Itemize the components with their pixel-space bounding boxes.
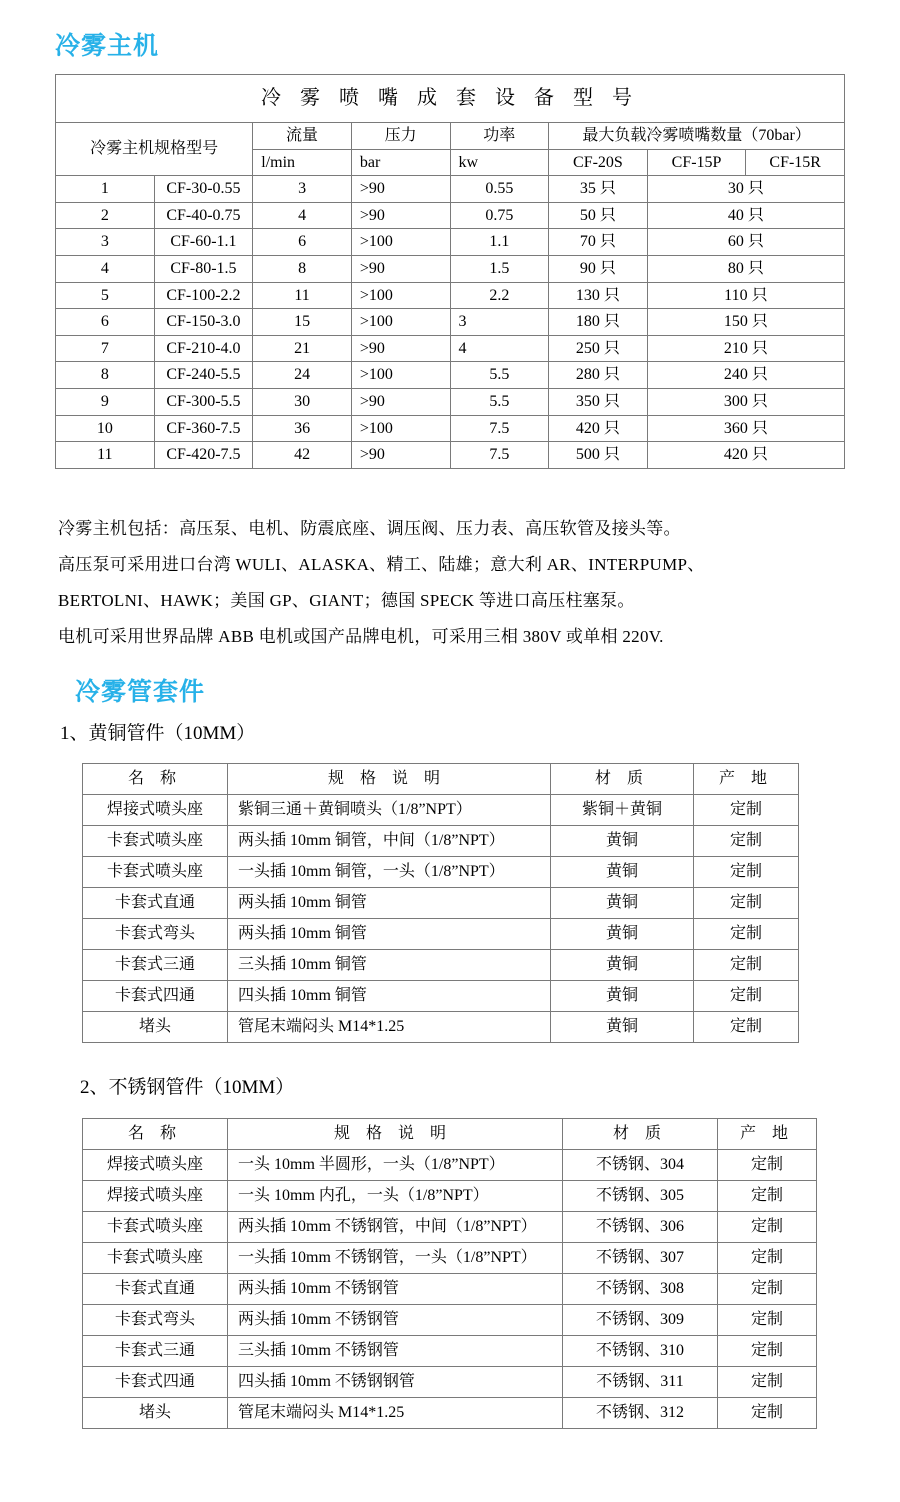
table-row <box>83 1367 817 1398</box>
row-pressure: >90 <box>351 335 450 362</box>
table-row <box>83 1274 817 1305</box>
row-cf15: 150 只 <box>647 309 844 336</box>
cell-spec: 两头插 10mm 不锈钢管 <box>228 1274 563 1305</box>
cell-origin: 定制 <box>718 1305 817 1336</box>
row-model: CF-80-1.5 <box>154 255 253 282</box>
cell-name: 卡套式喷头座 <box>83 1243 228 1274</box>
cell-spec: 两头插 10mm 不锈钢管 <box>228 1305 563 1336</box>
table-row <box>83 1305 817 1336</box>
cell-name: 卡套式直通 <box>83 888 228 919</box>
table-row <box>83 888 799 919</box>
row-flow: 15 <box>253 309 352 336</box>
row-pressure: >90 <box>351 202 450 229</box>
row-power: 7.5 <box>450 415 549 442</box>
row-cf15: 240 只 <box>647 362 844 389</box>
main-equipment-table-wrapper <box>55 74 845 469</box>
row-model: CF-420-7.5 <box>154 442 253 469</box>
row-pressure: >90 <box>351 442 450 469</box>
row-cf15: 30 只 <box>647 176 844 203</box>
row-power: 4 <box>450 335 549 362</box>
cell-name: 卡套式四通 <box>83 1367 228 1398</box>
row-pressure: >90 <box>351 176 450 203</box>
row-model: CF-150-3.0 <box>154 309 253 336</box>
cell-material: 不锈钢、307 <box>563 1243 718 1274</box>
row-pressure: >90 <box>351 255 450 282</box>
row-model: CF-240-5.5 <box>154 362 253 389</box>
cell-name: 卡套式三通 <box>83 950 228 981</box>
cell-spec: 四头插 10mm 不锈钢钢管 <box>228 1367 563 1398</box>
row-flow: 30 <box>253 388 352 415</box>
row-pressure: >100 <box>351 415 450 442</box>
row-number: 6 <box>56 309 155 336</box>
stainless-fittings-table-wrapper <box>82 1118 816 1429</box>
cell-name: 卡套式弯头 <box>83 1305 228 1336</box>
cell-material: 紫铜＋黄铜 <box>551 795 694 826</box>
cell-spec: 管尾末端闷头 M14*1.25 <box>228 1012 551 1043</box>
row-number: 7 <box>56 335 155 362</box>
row-cf20s: 90 只 <box>549 255 648 282</box>
row-model: CF-210-4.0 <box>154 335 253 362</box>
header-flow: 流量 <box>253 123 352 150</box>
cell-origin: 定制 <box>694 857 799 888</box>
row-power: 0.55 <box>450 176 549 203</box>
table-row <box>83 857 799 888</box>
table-row <box>83 1398 817 1429</box>
row-number: 10 <box>56 415 155 442</box>
row-pressure: >100 <box>351 309 450 336</box>
table-row <box>56 282 845 309</box>
cell-origin: 定制 <box>718 1398 817 1429</box>
row-pressure: >100 <box>351 362 450 389</box>
cell-name: 焊接式喷头座 <box>83 1150 228 1181</box>
row-power: 7.5 <box>450 442 549 469</box>
cell-origin: 定制 <box>694 919 799 950</box>
cell-origin: 定制 <box>694 826 799 857</box>
cell-name: 卡套式直通 <box>83 1274 228 1305</box>
cell-origin: 定制 <box>718 1212 817 1243</box>
cell-origin: 定制 <box>718 1150 817 1181</box>
cell-spec: 四头插 10mm 铜管 <box>228 981 551 1012</box>
table-row <box>56 309 845 336</box>
cell-origin: 定制 <box>718 1367 817 1398</box>
row-model: CF-100-2.2 <box>154 282 253 309</box>
cell-origin: 定制 <box>718 1336 817 1367</box>
row-flow: 8 <box>253 255 352 282</box>
paragraph-motor-brands: 电机可采用世界品牌 ABB 电机或国产品牌电机，可采用三相 380V 或单相 220V. <box>58 627 664 646</box>
header-material: 材 质 <box>551 764 694 795</box>
row-flow: 21 <box>253 335 352 362</box>
cell-name: 卡套式三通 <box>83 1336 228 1367</box>
cell-spec: 三头插 10mm 铜管 <box>228 950 551 981</box>
table-row-header <box>83 1119 817 1150</box>
cell-origin: 定制 <box>694 981 799 1012</box>
table-row <box>56 229 845 256</box>
row-model: CF-360-7.5 <box>154 415 253 442</box>
header-pressure: 压力 <box>351 123 450 150</box>
row-flow: 4 <box>253 202 352 229</box>
header-flow-unit: l/min <box>253 149 352 176</box>
brass-fittings-table <box>82 763 799 1043</box>
row-cf20s: 420 只 <box>549 415 648 442</box>
header-name: 名 称 <box>83 1119 228 1150</box>
row-flow: 24 <box>253 362 352 389</box>
row-cf20s: 130 只 <box>549 282 648 309</box>
row-cf20s: 350 只 <box>549 388 648 415</box>
row-flow: 42 <box>253 442 352 469</box>
cell-material: 不锈钢、310 <box>563 1336 718 1367</box>
cell-name: 焊接式喷头座 <box>83 795 228 826</box>
header-cf15r: CF-15R <box>746 149 845 176</box>
cell-origin: 定制 <box>718 1243 817 1274</box>
row-cf15: 210 只 <box>647 335 844 362</box>
table-row <box>56 176 845 203</box>
table-row <box>83 1212 817 1243</box>
cell-material: 黄铜 <box>551 950 694 981</box>
table-row <box>83 919 799 950</box>
row-cf20s: 35 只 <box>549 176 648 203</box>
row-number: 8 <box>56 362 155 389</box>
subheading-brass-fittings: 1、黄铜管件（10MM） <box>60 723 256 744</box>
row-model: CF-300-5.5 <box>154 388 253 415</box>
header-spec: 规 格 说 明 <box>228 764 551 795</box>
cell-name: 卡套式喷头座 <box>83 857 228 888</box>
cell-name: 卡套式喷头座 <box>83 1212 228 1243</box>
cell-spec: 一头 10mm 内孔，一头（1/8”NPT） <box>228 1181 563 1212</box>
cell-origin: 定制 <box>694 1012 799 1043</box>
row-cf20s: 280 只 <box>549 362 648 389</box>
stainless-fittings-table <box>82 1118 817 1429</box>
cell-material: 不锈钢、312 <box>563 1398 718 1429</box>
row-pressure: >90 <box>351 388 450 415</box>
row-model: CF-30-0.55 <box>154 176 253 203</box>
row-cf20s: 180 只 <box>549 309 648 336</box>
cell-origin: 定制 <box>694 795 799 826</box>
cell-material: 黄铜 <box>551 981 694 1012</box>
row-power: 2.2 <box>450 282 549 309</box>
main-equipment-table <box>55 74 845 469</box>
cell-name: 卡套式喷头座 <box>83 826 228 857</box>
header-cf20s: CF-20S <box>549 149 648 176</box>
table-row-title <box>56 75 845 123</box>
table-row <box>56 388 845 415</box>
table-row <box>56 442 845 469</box>
row-power: 1.1 <box>450 229 549 256</box>
row-pressure: >100 <box>351 229 450 256</box>
cell-spec: 一头插 10mm 不锈钢管，一头（1/8”NPT） <box>228 1243 563 1274</box>
row-number: 3 <box>56 229 155 256</box>
cell-material: 不锈钢、308 <box>563 1274 718 1305</box>
row-cf15: 420 只 <box>647 442 844 469</box>
header-power-unit: kw <box>450 149 549 176</box>
row-cf15: 300 只 <box>647 388 844 415</box>
cell-name: 卡套式弯头 <box>83 919 228 950</box>
row-number: 9 <box>56 388 155 415</box>
cell-material: 黄铜 <box>551 826 694 857</box>
row-cf20s: 500 只 <box>549 442 648 469</box>
header-spec-model: 冷雾主机规格型号 <box>56 123 253 176</box>
row-flow: 36 <box>253 415 352 442</box>
header-spec: 规 格 说 明 <box>228 1119 563 1150</box>
table-title: 冷 雾 喷 嘴 成 套 设 备 型 号 <box>56 75 845 123</box>
row-power: 5.5 <box>450 388 549 415</box>
paragraph-pump-brands-1: 高压泵可采用进口台湾 WULI、ALASKA、精工、陆雄；意大利 AR、INTERPUMP、 <box>58 555 705 574</box>
cell-spec: 两头插 10mm 铜管 <box>228 888 551 919</box>
cell-spec: 一头插 10mm 铜管，一头（1/8”NPT） <box>228 857 551 888</box>
row-number: 5 <box>56 282 155 309</box>
paragraph-host-includes: 冷雾主机包括：高压泵、电机、防震底座、调压阀、压力表、高压软管及接头等。 <box>58 519 681 538</box>
row-cf15: 360 只 <box>647 415 844 442</box>
paragraph-pump-brands-2: BERTOLNI、HAWK；美国 GP、GIANT；德国 SPECK 等进口高压柱塞泵。 <box>58 591 635 610</box>
header-name: 名 称 <box>83 764 228 795</box>
table-row <box>83 1012 799 1043</box>
cell-spec: 紫铜三通＋黄铜喷头（1/8”NPT） <box>228 795 551 826</box>
cell-material: 不锈钢、306 <box>563 1212 718 1243</box>
cell-origin: 定制 <box>718 1274 817 1305</box>
table-row <box>56 362 845 389</box>
row-model: CF-40-0.75 <box>154 202 253 229</box>
header-power: 功率 <box>450 123 549 150</box>
table-row <box>83 1181 817 1212</box>
row-cf15: 60 只 <box>647 229 844 256</box>
row-cf20s: 70 只 <box>549 229 648 256</box>
table-row <box>83 981 799 1012</box>
row-power: 3 <box>450 309 549 336</box>
cell-material: 不锈钢、304 <box>563 1150 718 1181</box>
row-cf15: 110 只 <box>647 282 844 309</box>
row-flow: 6 <box>253 229 352 256</box>
row-cf15: 80 只 <box>647 255 844 282</box>
cell-spec: 两头插 10mm 铜管 <box>228 919 551 950</box>
row-cf20s: 250 只 <box>549 335 648 362</box>
row-power: 5.5 <box>450 362 549 389</box>
table-row-header-1 <box>56 123 845 150</box>
table-row <box>83 1336 817 1367</box>
header-cf15p: CF-15P <box>647 149 746 176</box>
cell-name: 堵头 <box>83 1012 228 1043</box>
table-row <box>56 255 845 282</box>
table-row <box>56 335 845 362</box>
table-row <box>56 415 845 442</box>
row-number: 2 <box>56 202 155 229</box>
cell-material: 不锈钢、309 <box>563 1305 718 1336</box>
cell-material: 黄铜 <box>551 888 694 919</box>
section-title-pipe-kit: 冷雾管套件 <box>75 678 206 706</box>
row-pressure: >100 <box>351 282 450 309</box>
row-number: 1 <box>56 176 155 203</box>
cell-material: 黄铜 <box>551 1012 694 1043</box>
cell-spec: 一头 10mm 半圆形，一头（1/8”NPT） <box>228 1150 563 1181</box>
table-row <box>83 795 799 826</box>
brass-fittings-table-wrapper <box>82 763 786 1043</box>
cell-origin: 定制 <box>718 1181 817 1212</box>
row-number: 4 <box>56 255 155 282</box>
header-origin: 产 地 <box>694 764 799 795</box>
cell-material: 不锈钢、305 <box>563 1181 718 1212</box>
page-title-cold-fog-host: 冷雾主机 <box>55 32 160 60</box>
header-material: 材 质 <box>563 1119 718 1150</box>
row-cf20s: 50 只 <box>549 202 648 229</box>
subheading-stainless-fittings: 2、不锈钢管件（10MM） <box>80 1077 295 1098</box>
table-row <box>83 1243 817 1274</box>
row-number: 11 <box>56 442 155 469</box>
header-max-load: 最大负载冷雾喷嘴数量（70bar） <box>549 123 845 150</box>
cell-spec: 三头插 10mm 不锈钢管 <box>228 1336 563 1367</box>
table-row-header <box>83 764 799 795</box>
cell-material: 不锈钢、311 <box>563 1367 718 1398</box>
cell-material: 黄铜 <box>551 919 694 950</box>
cell-spec: 两头插 10mm 铜管，中间（1/8”NPT） <box>228 826 551 857</box>
row-model: CF-60-1.1 <box>154 229 253 256</box>
cell-spec: 两头插 10mm 不锈钢管，中间（1/8”NPT） <box>228 1212 563 1243</box>
row-power: 0.75 <box>450 202 549 229</box>
cell-origin: 定制 <box>694 888 799 919</box>
cell-material: 黄铜 <box>551 857 694 888</box>
table-row <box>83 1150 817 1181</box>
header-origin: 产 地 <box>718 1119 817 1150</box>
table-row <box>83 826 799 857</box>
cell-origin: 定制 <box>694 950 799 981</box>
cell-spec: 管尾末端闷头 M14*1.25 <box>228 1398 563 1429</box>
row-flow: 11 <box>253 282 352 309</box>
row-power: 1.5 <box>450 255 549 282</box>
cell-name: 堵头 <box>83 1398 228 1429</box>
cell-name: 焊接式喷头座 <box>83 1181 228 1212</box>
row-flow: 3 <box>253 176 352 203</box>
cell-name: 卡套式四通 <box>83 981 228 1012</box>
table-row <box>56 202 845 229</box>
table-row <box>83 950 799 981</box>
row-cf15: 40 只 <box>647 202 844 229</box>
header-pressure-unit: bar <box>351 149 450 176</box>
